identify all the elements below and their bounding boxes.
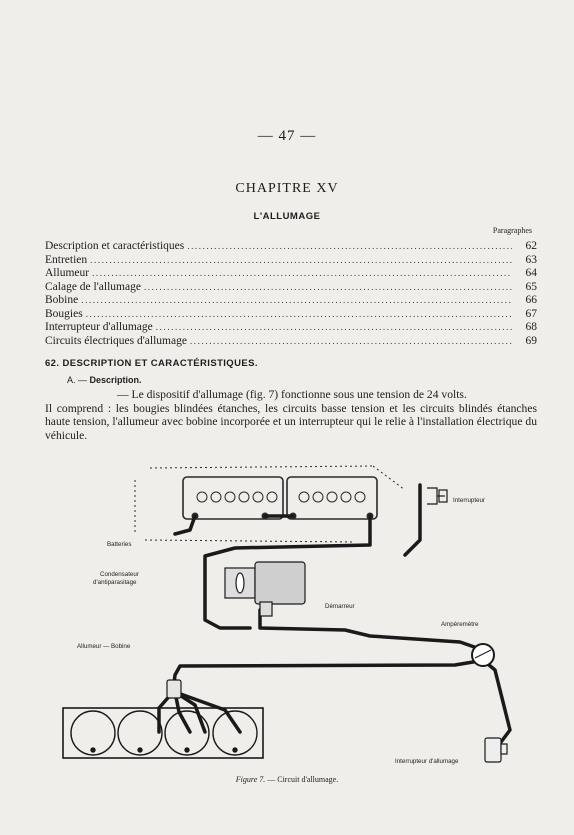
toc-row xyxy=(45,254,537,268)
label-batteries: Batteries xyxy=(107,541,132,548)
toc-row xyxy=(45,335,537,349)
toc-leader xyxy=(92,268,512,278)
toc-label: Calage de l'allumage xyxy=(45,280,141,293)
toc-leader xyxy=(81,295,512,305)
ammeter-symbol xyxy=(472,644,494,666)
toc-number: 63 xyxy=(525,253,537,266)
battery-right xyxy=(287,477,377,519)
paragraphs-label: Paragraphes xyxy=(492,226,532,235)
toc-label: Entretien xyxy=(45,253,88,266)
toc-label: Bobine xyxy=(45,294,79,306)
heading-a-prefix: A. — xyxy=(67,375,88,385)
dashed-outline xyxy=(150,466,373,468)
toc-row xyxy=(45,294,537,308)
page-number: — 47 — xyxy=(257,128,317,144)
ignition-switch xyxy=(485,738,507,762)
wiring xyxy=(159,485,510,750)
toc-number: 67 xyxy=(525,307,537,320)
label-demarreur: Démarreur xyxy=(325,603,355,610)
section-title: L'ALLUMAGE xyxy=(253,211,321,222)
toc-label: Allumeur xyxy=(45,267,90,279)
caption-text: — Circuit d'allumage. xyxy=(267,775,339,784)
label-condensateur-2: d'antiparasitage xyxy=(93,579,137,586)
toc-number: 66 xyxy=(525,294,537,306)
toc-label: Bougies xyxy=(45,307,83,320)
engine-block xyxy=(63,708,263,758)
ignition-circuit-diagram xyxy=(55,460,535,770)
toc-label: Circuits électriques d'allumage xyxy=(45,334,187,347)
label-amperemetre: Ampèremètre xyxy=(441,621,479,628)
toc-leader xyxy=(190,336,512,346)
switch-symbol xyxy=(427,488,447,504)
toc-row xyxy=(45,240,537,254)
toc-label: Description et caractéristiques xyxy=(45,240,185,252)
toc-number: 64 xyxy=(525,267,537,279)
caption-figure-number: Figure 7. xyxy=(235,775,266,784)
heading-a-title: Description. xyxy=(89,375,142,385)
distributor-coil xyxy=(167,680,181,698)
table-of-contents xyxy=(45,240,537,348)
toc-label: Interrupteur d'allumage xyxy=(45,321,153,333)
toc-row xyxy=(45,321,537,335)
toc-leader xyxy=(187,241,512,251)
toc-row xyxy=(45,267,537,281)
toc-row xyxy=(45,281,537,295)
toc-leader xyxy=(144,282,512,292)
figure-caption xyxy=(0,775,574,784)
heading-a xyxy=(67,375,142,385)
toc-leader xyxy=(156,322,512,332)
label-interrupteur: Interrupteur xyxy=(453,497,485,504)
toc-number: 65 xyxy=(525,280,537,293)
heading-62: 62. DESCRIPTION ET CARACTÉRISTIQUES. xyxy=(45,358,258,369)
body-paragraph xyxy=(45,388,537,442)
body-continuation: Il comprend : les bougies blindées étanches, les circuits basse tension et les circuits blindés étanches haute tension, l'allumeur avec bobine incorporée et un interrupteur qui le relie à l'installation électrique du véhicule. xyxy=(45,401,537,442)
label-allumeur-bobine: Allumeur — Bobine xyxy=(77,643,131,650)
toc-leader xyxy=(86,309,512,319)
chapter-title: CHAPITRE XV xyxy=(235,181,339,196)
toc-number: 68 xyxy=(525,321,537,333)
toc-number: 62 xyxy=(525,240,537,252)
label-condensateur-1: Condensateur xyxy=(100,571,139,578)
starter-motor xyxy=(225,562,305,616)
battery-left xyxy=(183,477,283,519)
body-first-line: — Le dispositif d'allumage (fig. 7) fonctionne sous une tension de 24 volts. xyxy=(117,388,467,401)
label-interrupteur-allumage: Interrupteur d'allumage xyxy=(395,758,459,765)
toc-leader xyxy=(90,255,512,265)
toc-number: 69 xyxy=(525,334,537,347)
toc-row xyxy=(45,308,537,322)
